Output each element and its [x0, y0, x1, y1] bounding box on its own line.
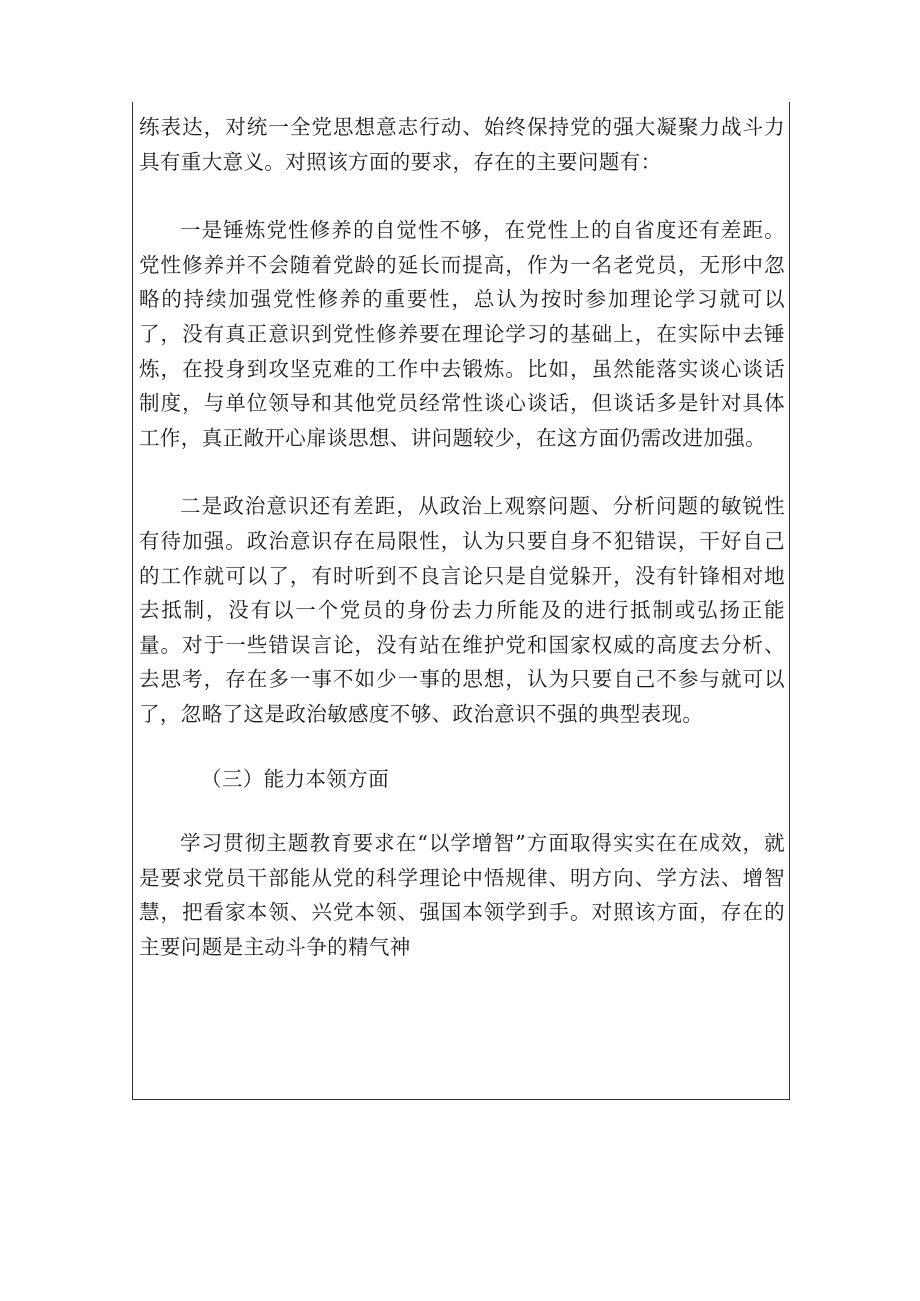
section-heading-ability: （三）能力本领方面: [201, 766, 390, 791]
document-body: [139, 110, 785, 964]
paragraph-political-awareness: 二是政治意识还有差距，从政治上观察问题、分析问题的敏锐性有待加强。政治意识存在局限性，认为只要自身不犯错误，干好自己的工作就可以了，有时听到不良言论只是自觉躲开，没有针锋相对地去抵制，没有以一个党员的身份去力所能及的进行抵制或弘扬正能量。对于一些错误言论，没有站在维护党和国家权威的高度去分析、去思考，存在多一事不如少一事的思想，认为只要自己不参与就可以了，忽略了这是政治敏感度不够、政治意识不强的典型表现。: [139, 494, 785, 726]
paragraph-gap: [139, 179, 785, 213]
document-table-cell: [132, 102, 790, 1100]
paragraph-gap: [139, 732, 785, 762]
paragraph-gap: [139, 455, 785, 489]
paragraph-ability: 学习贯彻主题教育要求在“以学增智”方面取得实实在在成效，就是要求党员干部能从党的科学理论中悟规律、明方向、学方法、增智慧，把看家本领、兴党本领、强国本领学到手。对照该方面，存在的主要问题是主动斗争的精气神: [139, 831, 785, 959]
paragraph-continuation: 练表达，对统一全党思想意志行动、始终保持党的强大凝聚力战斗力具有重大意义。对照该方面的要求，存在的主要问题有：: [139, 115, 785, 174]
paragraph-party-spirit: 一是锤炼党性修养的自觉性不够，在党性上的自省度还有差距。党性修养并不会随着党龄的延长而提高，作为一名老党员，无形中忽略的持续加强党性修养的重要性，总认为按时参加理论学习就可以了，没有真正意识到党性修养要在理论学习的基础上，在实际中去锤炼，在投身到攻坚克难的工作中去锻炼。比如，虽然能落实谈心谈话制度，与单位领导和其他党员经常性谈心谈话，但谈话多是针对具体工作，真正敞开心扉谈思想、讲问题较少，在这方面仍需改进加强。: [139, 218, 785, 450]
paragraph-gap: [139, 796, 785, 826]
